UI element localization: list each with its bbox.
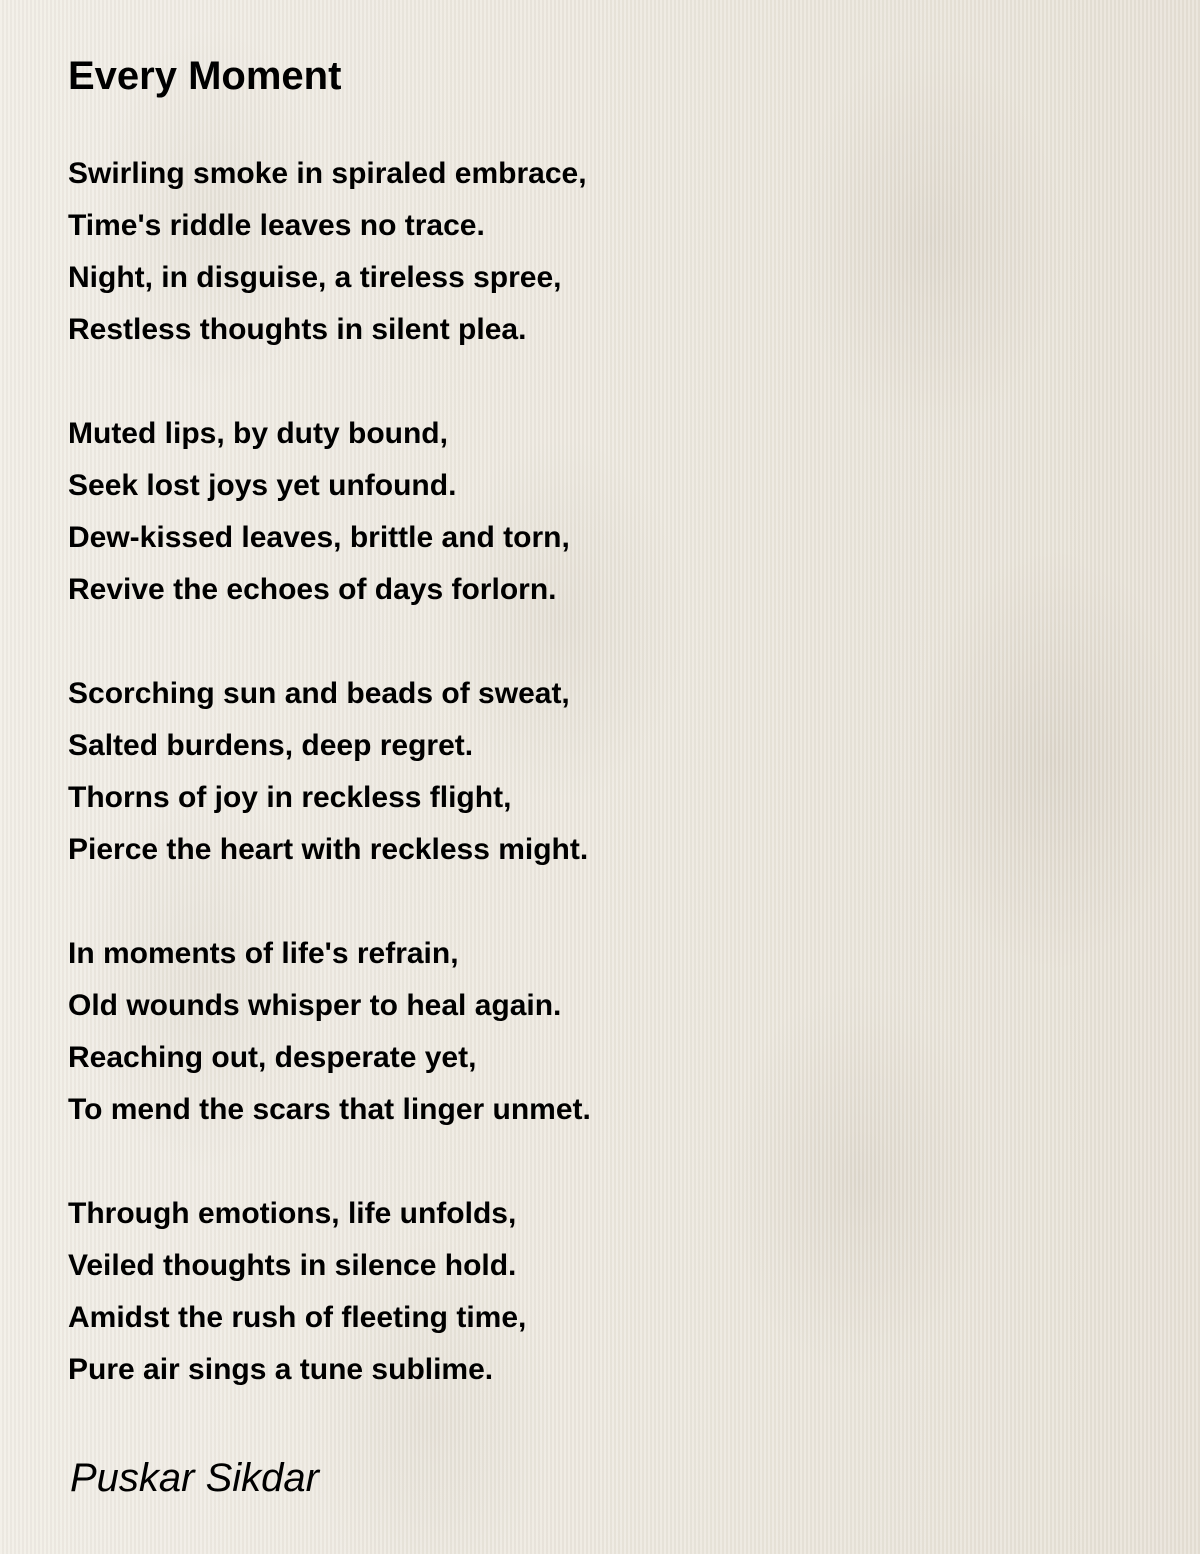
stanza <box>68 408 1068 616</box>
poem-line: Restless thoughts in silent plea. <box>68 313 527 346</box>
poem-line: Salted burdens, deep regret. <box>68 729 474 762</box>
poem-line: Thorns of joy in reckless flight, <box>68 781 512 814</box>
stanza <box>68 928 1068 1136</box>
poem-line: Dew-kissed leaves, brittle and torn, <box>68 521 570 554</box>
poem-line: Muted lips, by duty bound, <box>68 417 448 450</box>
poem-line: In moments of life's refrain, <box>68 937 459 970</box>
stanza <box>68 1188 1068 1396</box>
poem-line: Reaching out, desperate yet, <box>68 1041 477 1074</box>
poem-line: Through emotions, life unfolds, <box>68 1197 517 1230</box>
stanza <box>68 668 1068 876</box>
poem-line: Veiled thoughts in silence hold. <box>68 1249 517 1282</box>
poem-line: Amidst the rush of fleeting time, <box>68 1301 527 1334</box>
poem-line: To mend the scars that linger unmet. <box>68 1093 591 1126</box>
poem-body <box>68 148 1068 1448</box>
poem-line: Old wounds whisper to heal again. <box>68 989 562 1022</box>
author-name: Puskar Sikdar <box>70 1456 319 1500</box>
poem-line: Swirling smoke in spiraled embrace, <box>68 157 587 190</box>
poem-line: Scorching sun and beads of sweat, <box>68 677 570 710</box>
poem-line: Pure air sings a tune sublime. <box>68 1353 494 1386</box>
stanza <box>68 148 1068 356</box>
poem-line: Time's riddle leaves no trace. <box>68 209 485 242</box>
poem-line: Pierce the heart with reckless might. <box>68 833 589 866</box>
poem-line: Revive the echoes of days forlorn. <box>68 573 557 606</box>
poem-line: Seek lost joys yet unfound. <box>68 469 457 502</box>
poem-line: Night, in disguise, a tireless spree, <box>68 261 562 294</box>
poem-title: Every Moment <box>68 54 342 98</box>
